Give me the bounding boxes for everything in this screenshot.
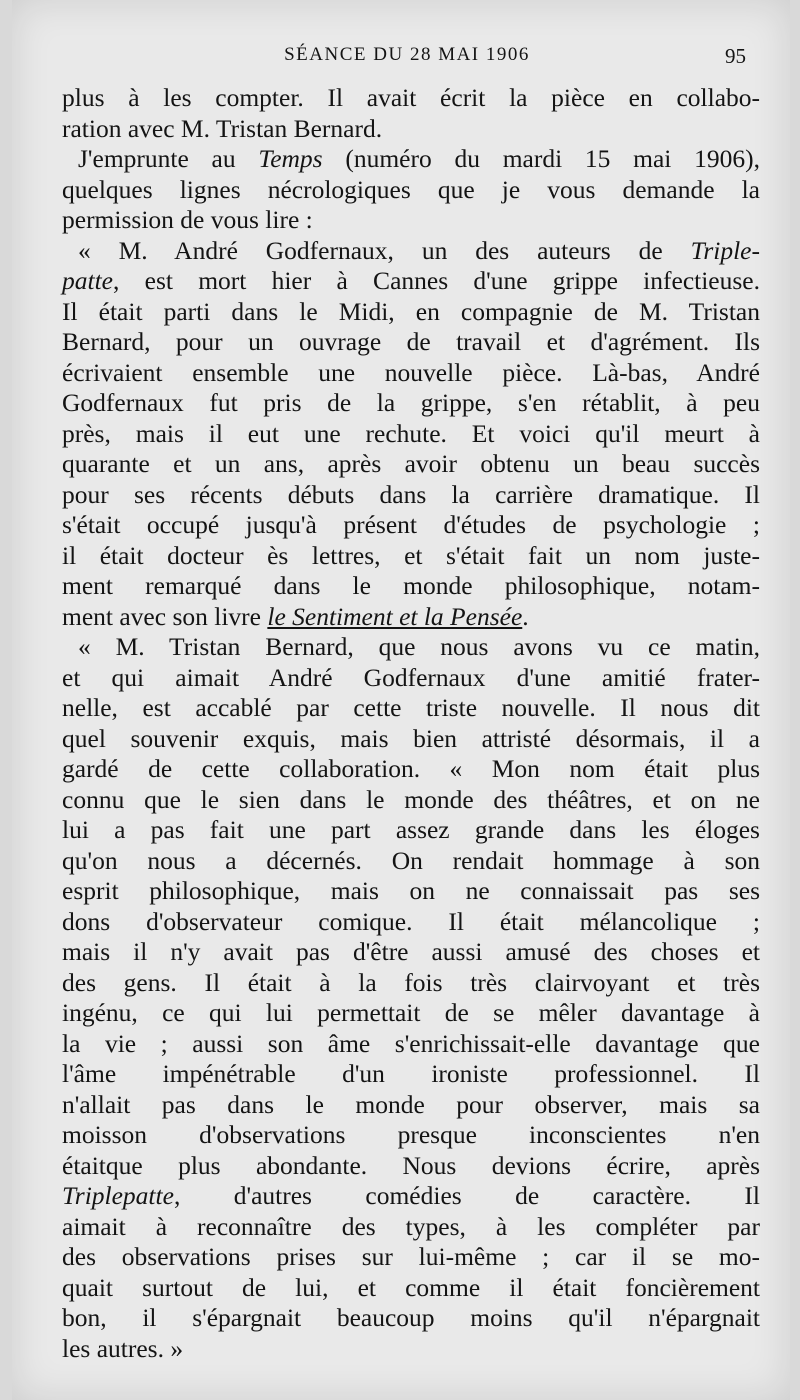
text-line: Godfernaux fut pris de la grippe, s'en rétablit, à peu	[62, 388, 760, 417]
book-title: le Sentiment et la Pensée	[267, 601, 523, 631]
text-line: il était docteur ès lettres, et s'était fait un nom juste-	[62, 540, 760, 570]
text-line: s'était occupé jusqu'à présent d'études de psychologie ;	[62, 510, 760, 539]
text-line: plus à les compter. Il avait écrit la pièce en collabo-	[62, 83, 760, 112]
text-line: qu'on nous a décernés. On rendait hommage à son	[62, 845, 760, 875]
text-line: des gens. Il était à la fois très clairvoyant et très	[62, 967, 760, 997]
text-line: mais il n'y avait pas d'être aussi amusé des choses et	[62, 937, 760, 966]
text-line: quel souvenir exquis, mais bien attristé désormais, il a	[62, 723, 760, 753]
text-line: quait surtout de lui, et comme il était foncièrement	[62, 1272, 760, 1302]
text-line: permission de vous lire :	[62, 205, 313, 234]
text-line: nelle, est accablé par cette triste nouvelle. Il nous dit	[62, 693, 760, 722]
text-line: Il était parti dans le Midi, en compagnie de M. Tristan	[62, 296, 760, 326]
text-line: esprit philosophique, mais on ne connaissait pas ses	[62, 876, 760, 905]
page-number: 95	[725, 44, 746, 68]
text-line: gardé de cette collaboration. « Mon nom était plus	[62, 754, 760, 783]
text-line: étaitque plus abondante. Nous devions écrire, après	[62, 1150, 760, 1180]
text-line: moisson d'observations presque inconscientes n'en	[62, 1120, 760, 1149]
text-line: « M. Tristan Bernard, que nous avons vu ce matin,	[78, 632, 760, 661]
text-line: ment remarqué dans le monde philosophique, notam-	[62, 571, 760, 600]
text-line: et qui aimait André Godfernaux d'une amitié frater-	[62, 662, 760, 692]
text-line: n'allait pas dans le monde pour observer, mais sa	[62, 1089, 760, 1119]
text-line: « M. André Godfernaux, un des auteurs de Triple-	[78, 235, 760, 265]
text-line: les autres. »	[62, 1333, 184, 1363]
text-line: patte, est mort hier à Cannes d'une grippe infectieuse.	[62, 266, 760, 295]
play-title: patte	[62, 266, 113, 295]
page-header	[62, 44, 752, 74]
book-page	[12, 0, 790, 1400]
text-line: pour ses récents débuts dans la carrière dramatique. Il	[62, 479, 760, 509]
text-line: quelques lignes nécrologiques que je vous demande la	[62, 174, 760, 204]
running-head: SÉANCE DU 28 MAI 1906	[284, 44, 530, 65]
text-line: lui a pas fait une part assez grande dans les éloges	[62, 815, 760, 844]
text-line: ration avec M. Tristan Bernard.	[62, 113, 383, 143]
text-line: près, mais il eut une rechute. Et voici qu'il meurt à	[62, 418, 760, 448]
text-line: quarante et un ans, après avoir obtenu un beau succès	[62, 449, 760, 478]
text-line: aimait à reconnaître des types, à les compléter par	[62, 1211, 760, 1241]
play-title: Triplepatte	[62, 1181, 174, 1210]
text-line: Bernard, pour un ouvrage de travail et d'agrément. Ils	[62, 327, 760, 356]
text-line: connu que le sien dans le monde des théâtres, et on ne	[62, 784, 760, 814]
text-line: bon, il s'épargnait beaucoup moins qu'il n'épargnait	[62, 1303, 760, 1332]
text-line: la vie ; aussi son âme s'enrichissait-elle davantage que	[62, 1028, 760, 1058]
text-line: des observations prises sur lui-même ; car il se mo-	[62, 1242, 760, 1271]
text-line: ingénu, ce qui lui permettait de se mêler davantage à	[62, 998, 760, 1027]
text-line: écrivaient ensemble une nouvelle pièce. Là-bas, André	[62, 357, 760, 387]
text-body	[62, 83, 760, 1364]
text-line: J'emprunte au Temps (numéro du mardi 15 mai 1906),	[78, 144, 760, 173]
text-line: ment avec son livre le Sentiment et la Pensée.	[62, 601, 529, 631]
text-line: dons d'observateur comique. Il était mélancolique ;	[62, 906, 760, 936]
text-line: Triplepatte, d'autres comédies de caractère. Il	[62, 1181, 760, 1210]
text-line: l'âme impénétrable d'un ironiste professionnel. Il	[62, 1059, 760, 1088]
play-title: Triple-	[690, 235, 760, 265]
newspaper-title: Temps	[258, 144, 323, 173]
